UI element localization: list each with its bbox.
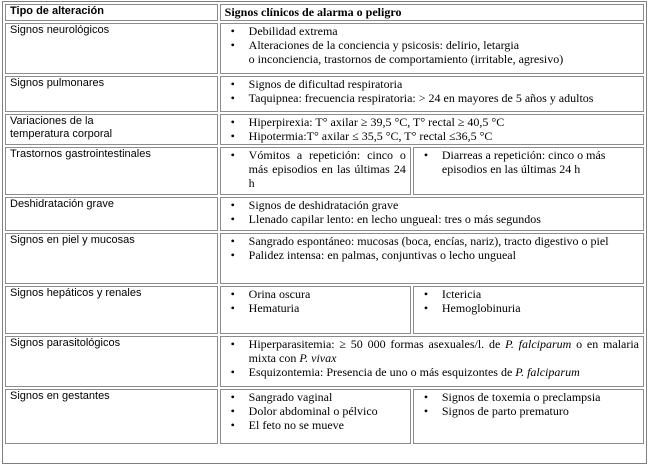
list-item: • Debilidad extrema bbox=[249, 24, 639, 38]
list-item: • Signos de toxemia o preclampsia bbox=[442, 390, 639, 404]
list-item: • Hemoglobinuria bbox=[442, 301, 639, 315]
list-item-line: • Alteraciones de la conciencia y psicosis: delirio, letargia bbox=[248, 38, 520, 52]
signs-gest-left bbox=[220, 389, 411, 444]
label-pulm: Signos pulmonares bbox=[5, 76, 218, 112]
label-neuro: Signos neurológicos bbox=[5, 23, 218, 74]
signs-deshid bbox=[220, 197, 644, 231]
header-col-type: Tipo de alteración bbox=[5, 4, 218, 21]
row-para bbox=[5, 336, 644, 387]
label-hep: Signos hepáticos y renales bbox=[5, 286, 218, 334]
list-item: • Hipotermia:T° axilar ≤ 35,5 °C, T° rectal ≤36,5 °C bbox=[249, 129, 639, 143]
signs-para bbox=[220, 336, 644, 387]
alarm-signs-table bbox=[3, 2, 646, 446]
signs-gest-right bbox=[413, 389, 644, 444]
list-item: • Hiperpirexia: T° axilar ≥ 39,5 °C, T° rectal ≥ 40,5 °C bbox=[249, 115, 639, 129]
list-item: • El feto no se mueve bbox=[249, 418, 406, 432]
list-item-line: o inconciencia, trastornos de comportamiento (irritable, agresivo) bbox=[248, 52, 564, 66]
signs-piel bbox=[220, 233, 644, 284]
row-gastro bbox=[5, 147, 644, 195]
list-item: • Ictericia bbox=[442, 287, 639, 301]
list-item bbox=[249, 337, 639, 365]
list-item: • Hematuria bbox=[249, 301, 406, 315]
text-run: o en malaria mixta con bbox=[248, 337, 640, 365]
label-gest: Signos en gestantes bbox=[5, 389, 218, 444]
species-name: P. falciparum bbox=[515, 365, 580, 379]
species-name: P. vivax bbox=[299, 351, 337, 365]
row-piel bbox=[5, 233, 644, 284]
label-piel: Signos en piel y mucosas bbox=[5, 233, 218, 284]
row-temp bbox=[5, 114, 644, 145]
list-item: • Taquipnea: frecuencia respiratoria: > 24 en mayores de 5 años y adultos bbox=[249, 91, 639, 105]
list-item: • Palidez intensa: en palmas, conjuntivas o lecho ungueal bbox=[249, 248, 639, 262]
signs-hep-right bbox=[413, 286, 644, 334]
signs-temp bbox=[220, 114, 644, 145]
list-item: • Llenado capilar lento: en lecho ungueal: tres o más segundos bbox=[249, 212, 639, 226]
label-para: Signos parasitológicos bbox=[5, 336, 218, 387]
text-run: Hiperparasitemia: ≥ 50 000 formas asexuales/l. de bbox=[248, 337, 506, 351]
header-row bbox=[5, 4, 644, 21]
signs-gastro-right bbox=[413, 147, 644, 195]
list-item: • Signos de dificultad respiratoria bbox=[249, 77, 639, 91]
signs-hep-left bbox=[220, 286, 411, 334]
row-gest bbox=[5, 389, 644, 444]
row-neuro bbox=[5, 23, 644, 74]
list-item: • Orina oscura bbox=[249, 287, 406, 301]
list-item: • Sangrado espontáneo: mucosas (boca, encías, nariz), tracto digestivo o piel bbox=[249, 234, 639, 248]
list-item bbox=[249, 38, 639, 66]
list-item: • Diarreas a repetición: cinco o más episodios en las últimas 24 h bbox=[442, 148, 639, 176]
list-item: • Signos de parto prematuro bbox=[442, 404, 639, 418]
header-col-signs: Signos clínicos de alarma o peligro bbox=[220, 4, 644, 21]
signs-neuro bbox=[220, 23, 644, 74]
signs-gastro-left bbox=[220, 147, 411, 195]
label-temp-line2: temperatura corporal bbox=[10, 128, 113, 140]
row-hep bbox=[5, 286, 644, 334]
label-temp-line1: Variaciones de la bbox=[10, 115, 94, 127]
list-item: • Signos de deshidratación grave bbox=[249, 198, 639, 212]
label-deshid: Deshidratación grave bbox=[5, 197, 218, 231]
list-item: • Dolor abdominal o pélvico bbox=[249, 404, 406, 418]
list-item: • Vómitos a repetición: cinco o más episodios en las últimas 24 h bbox=[249, 148, 406, 190]
label-temp bbox=[5, 114, 218, 145]
row-pulm bbox=[5, 76, 644, 112]
row-deshid bbox=[5, 197, 644, 231]
alarm-signs-table-frame bbox=[2, 1, 647, 464]
list-item: • Sangrado vaginal bbox=[249, 390, 406, 404]
species-name: P. falciparum bbox=[505, 337, 572, 351]
list-item bbox=[249, 365, 639, 379]
text-run: Esquizontemia: Presencia de uno o más esquizontes de bbox=[248, 365, 516, 379]
label-gastro: Trastornos gastrointestinales bbox=[5, 147, 218, 195]
signs-pulm bbox=[220, 76, 644, 112]
